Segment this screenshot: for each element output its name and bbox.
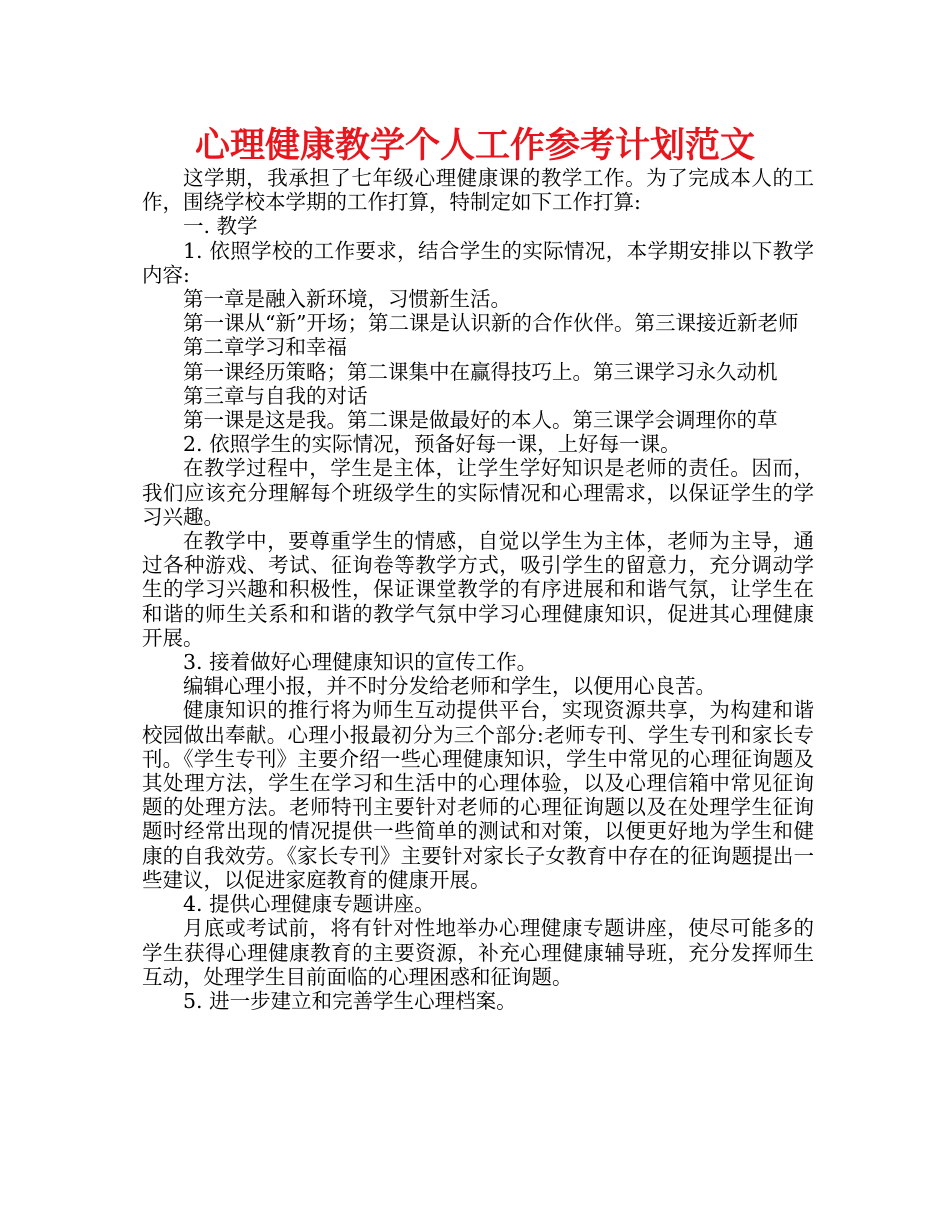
- paragraph: 2. 依照学生的实际情况，预备好每一课，上好每一课。: [183, 432, 681, 457]
- paragraph: 4. 提供心理健康专题讲座。: [183, 892, 435, 917]
- paragraph: 第一课是这是我。第二课是做最好的本人。第三课学会调理你的草: [183, 408, 778, 433]
- paragraph: 第一课经历策略；第二课集中在赢得技巧上。第三课学习永久动机: [183, 359, 778, 384]
- paragraph: 第三章与自我的对话: [183, 383, 368, 408]
- paragraph: 健康知识的推行将为师生互动提供平台，实现资源共享，为构建和谐校园做出奉献。心理小报最初分为三个部分:老师专刊、学生专刊和家长专刊。《学生专刊》主要介绍一些心理健康知识，学生中常见的心理征询题及其处理方法，学生在学习和生活中的心理体验，以及心理信箱中常见征询题的处理方法。老师特刊主要针对老师的心理征询题以及在处理学生征询题时经常出现的情况提供一些简单的测试和对策，以便更好地为学生和健康的自我效劳。《家长专刊》主要针对家长子女教育中存在的征询题提出一些建议，以促进家庭教育的健康开展。: [142, 698, 814, 892]
- paragraph: 第二章学习和幸福: [183, 335, 347, 360]
- paragraph: 在教学中，要尊重学生的情感，自觉以学生为主体，老师为主导，通过各种游戏、考试、征询卷等教学方式，吸引学生的留意力，充分调动学生的学习兴趣和积极性，保证课堂教学的有序进展和和谐气氛，让学生在和谐的师生关系和和谐的教学气氛中学习心理健康知识，促进其心理健康开展。: [142, 529, 814, 650]
- document-title: 心理健康教学个人工作参考计划范文: [194, 126, 755, 166]
- paragraph: 3. 接着做好心理健康知识的宣传工作。: [183, 650, 538, 675]
- paragraph: 5. 进一步建立和完善学生心理档案。: [183, 988, 517, 1013]
- paragraph: 一. 教学: [183, 214, 258, 239]
- document-body: [142, 166, 814, 1013]
- paragraph: 在教学过程中，学生是主体，让学生学好知识是老师的责任。因而，我们应该充分理解每个班级学生的实际情况和心理需求，以保证学生的学习兴趣。: [142, 456, 814, 529]
- paragraph: 第一章是融入新环境，习惯新生活。: [183, 287, 511, 312]
- paragraph: 编辑心理小报，并不时分发给老师和学生，以便用心良苦。: [183, 674, 716, 699]
- paragraph: 1. 依照学校的工作要求，结合学生的实际情况，本学期安排以下教学内容:: [142, 238, 814, 287]
- paragraph: 这学期，我承担了七年级心理健康课的教学工作。为了完成本人的工作，围绕学校本学期的工作打算，特制定如下工作打算:: [142, 166, 814, 215]
- paragraph: 月底或考试前，将有针对性地举办心理健康专题讲座，使尽可能多的学生获得心理健康教育的主要资源，补充心理健康辅导班，充分发挥师生互动，处理学生目前面临的心理困惑和征询题。: [142, 916, 814, 989]
- paragraph: 第一课从“新”开场；第二课是认识新的合作伙伴。第三课接近新老师: [183, 311, 799, 336]
